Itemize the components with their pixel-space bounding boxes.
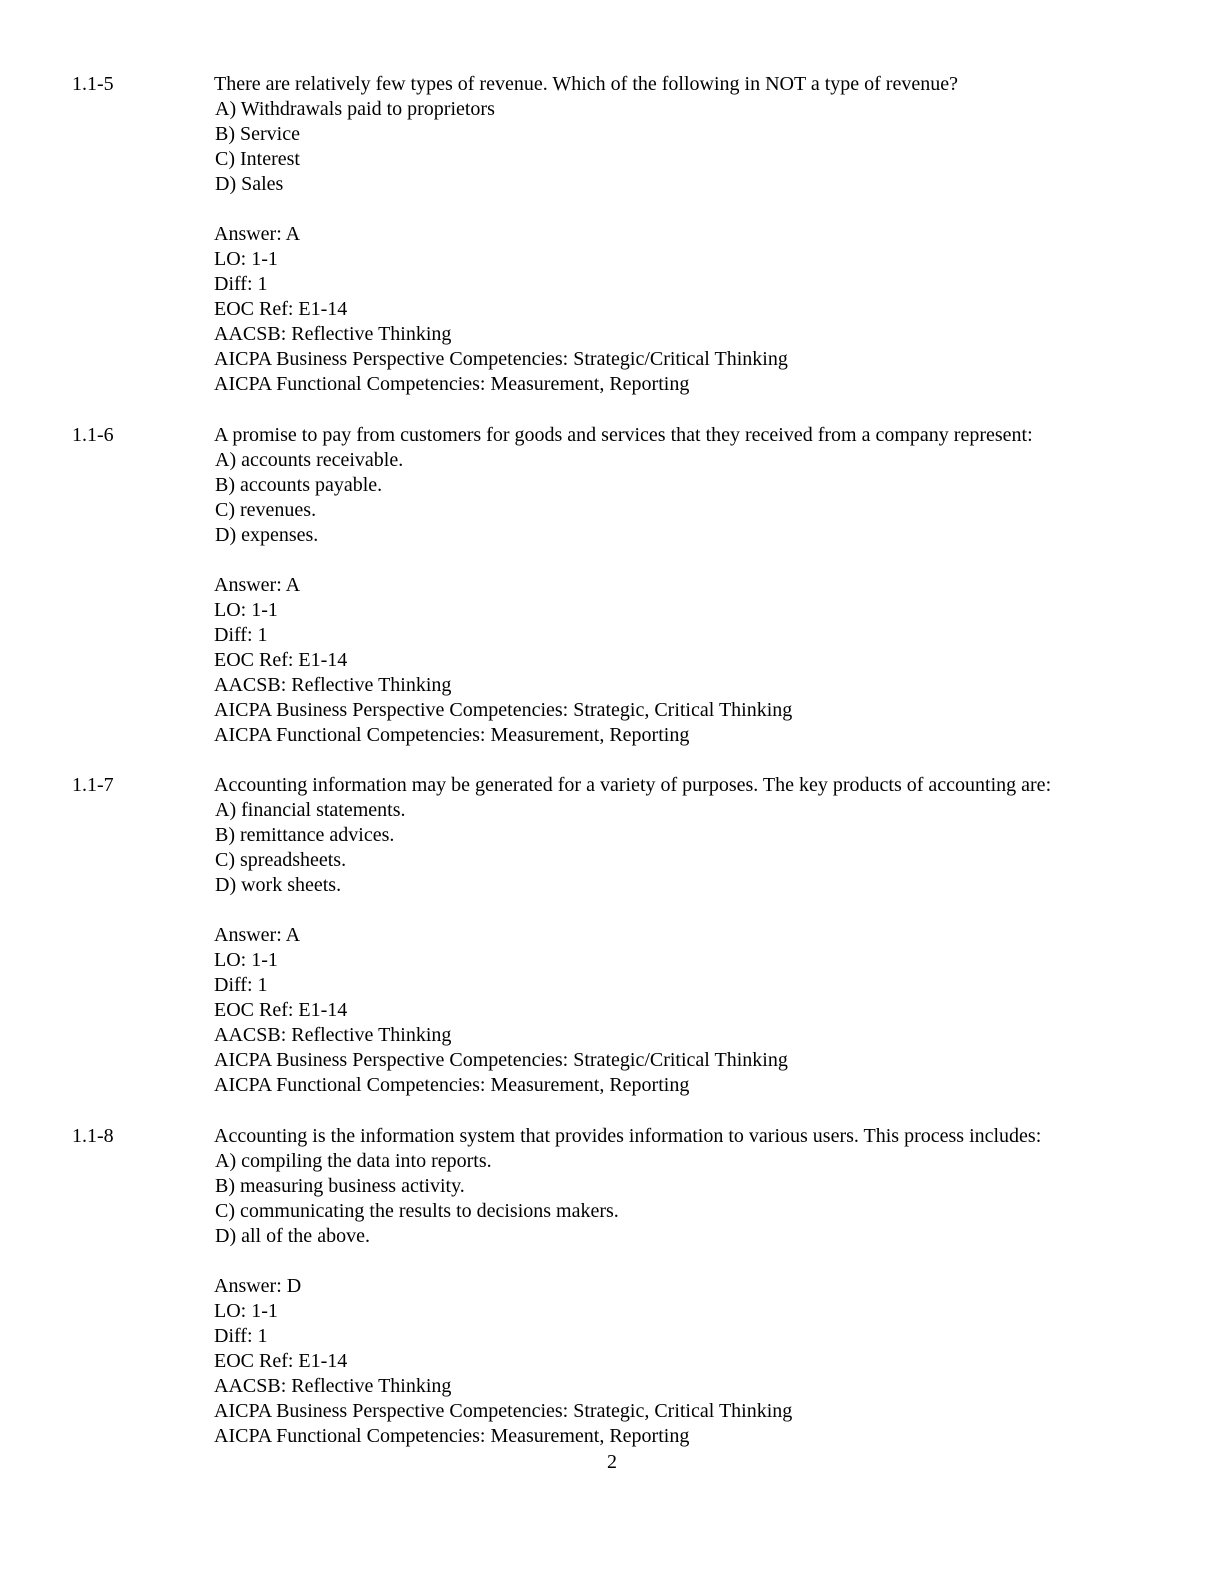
question-body [214,72,1182,397]
spacer [214,197,1182,222]
spacer [214,548,1182,573]
option-a: A) Withdrawals paid to proprietors [215,98,495,120]
question-stem: Accounting information may be generated for a variety of purposes. The key products of accounting are: [214,774,1052,796]
question-body [214,1124,1182,1449]
answer: Answer: A [214,924,301,946]
option-d: D) Sales [215,173,284,195]
aicpa-business: AICPA Business Perspective Competencies: Strategic, Critical Thinking [214,699,793,721]
question-stem: A promise to pay from customers for goods and services that they received from a company represent: [214,424,1033,446]
spacer [214,898,1182,923]
option-d: D) all of the above. [215,1225,370,1247]
answer: Answer: A [214,223,301,245]
answer: Answer: A [214,574,301,596]
question-body [214,423,1182,748]
option-d: D) expenses. [215,524,319,546]
eoc-ref: EOC Ref: E1-14 [214,649,348,671]
question-body [214,773,1182,1098]
difficulty: Diff: 1 [214,1325,268,1347]
option-b: B) Service [215,123,300,145]
question-stem: There are relatively few types of revenue. Which of the following in NOT a type of revenue? [214,73,958,95]
option-a: A) compiling the data into reports. [215,1150,492,1172]
option-c: C) spreadsheets. [215,849,347,871]
aicpa-functional: AICPA Functional Competencies: Measurement, Reporting [214,1074,690,1096]
question-number: 1.1-6 [72,424,114,446]
aicpa-business: AICPA Business Perspective Competencies: Strategic/Critical Thinking [214,1049,788,1071]
question-number: 1.1-7 [72,774,114,796]
aacsb: AACSB: Reflective Thinking [214,323,452,345]
aacsb: AACSB: Reflective Thinking [214,674,452,696]
eoc-ref: EOC Ref: E1-14 [214,999,348,1021]
option-b: B) remittance advices. [215,824,395,846]
option-d: D) work sheets. [215,874,342,896]
aicpa-functional: AICPA Functional Competencies: Measurement, Reporting [214,373,690,395]
option-c: C) Interest [215,148,300,170]
option-c: C) communicating the results to decisions makers. [215,1200,619,1222]
spacer [214,1249,1182,1274]
learning-objective: LO: 1-1 [214,1300,278,1322]
learning-objective: LO: 1-1 [214,599,278,621]
question-number: 1.1-8 [72,1125,114,1147]
question-number: 1.1-5 [72,73,114,95]
option-c: C) revenues. [215,499,317,521]
learning-objective: LO: 1-1 [214,949,278,971]
aacsb: AACSB: Reflective Thinking [214,1024,452,1046]
eoc-ref: EOC Ref: E1-14 [214,1350,348,1372]
option-a: A) accounts receivable. [215,449,404,471]
option-b: B) measuring business activity. [215,1175,465,1197]
difficulty: Diff: 1 [214,273,268,295]
aicpa-business: AICPA Business Perspective Competencies: Strategic, Critical Thinking [214,1400,793,1422]
aicpa-functional: AICPA Functional Competencies: Measurement, Reporting [214,724,690,746]
option-a: A) financial statements. [215,799,406,821]
learning-objective: LO: 1-1 [214,248,278,270]
page-number: 2 [607,1451,617,1473]
question-stem: Accounting is the information system that provides information to various users. This process includes: [214,1125,1042,1147]
difficulty: Diff: 1 [214,624,268,646]
eoc-ref: EOC Ref: E1-14 [214,298,348,320]
aicpa-business: AICPA Business Perspective Competencies: Strategic/Critical Thinking [214,348,788,370]
answer: Answer: D [214,1275,302,1297]
difficulty: Diff: 1 [214,974,268,996]
option-b: B) accounts payable. [215,474,383,496]
aicpa-functional: AICPA Functional Competencies: Measurement, Reporting [214,1425,690,1447]
aacsb: AACSB: Reflective Thinking [214,1375,452,1397]
